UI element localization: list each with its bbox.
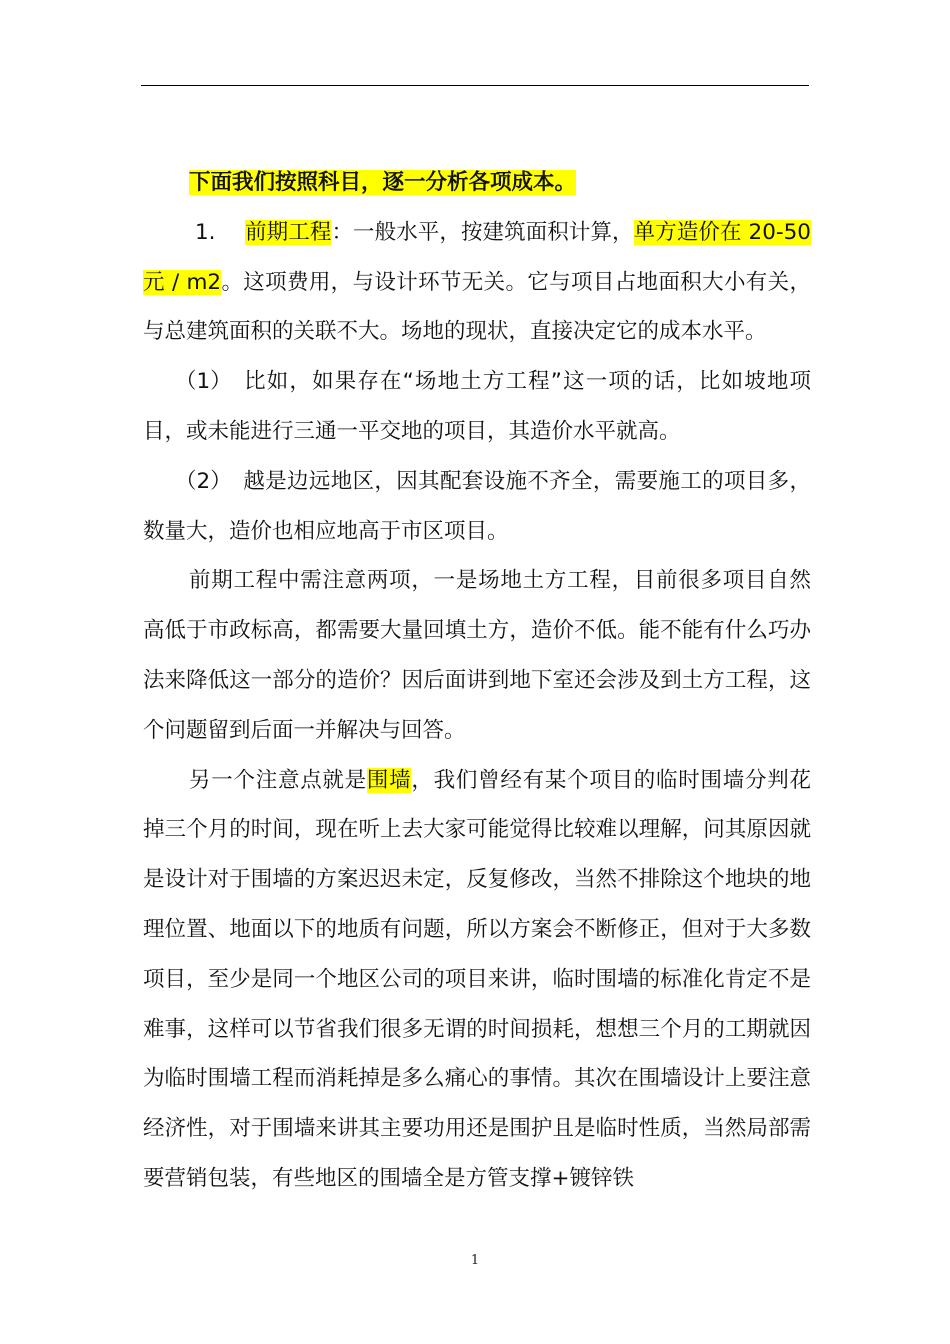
sub-label-2: （2）: [175, 468, 232, 494]
item1-text-b: 。这项费用，与设计环节无关。它与项目占地面积大小有关，与总建筑面积的关联不大。场地的现状，直接决定它的成本水平。: [143, 269, 811, 345]
price-highlight: 单方造价在 20-50 元 / m2: [143, 219, 811, 295]
paragraph-3: 前期工程中需注意两项，一是场地土方工程，目前很多项目自然高低于市政标高，都需要大量回填土方，造价不低。能不能有什么巧办法来降低这一部分的造价？因后面讲到地下室还会涉及到土方工程，这个问题留到后面一并解决与回答。: [143, 568, 811, 743]
term-highlight: 前期工程: [245, 219, 332, 245]
paragraph-sub-1: [143, 357, 811, 457]
header-rule: [141, 85, 809, 86]
para4-text-b: ，我们曾经有某个项目的临时围墙分判花掉三个月的时间，现在听上去大家可能觉得比较难以理解，问其原因就是设计对于围墙的方案迟迟未定，反复修改，当然不排除这个地块的地理位置、地面以下的地质有问题，所以方案会不断修正，但对于大多数项目，至少是同一个地区公司的项目来讲，临时围墙的标准化肯定不是难事，这样可以节省我们很多无谓的时间损耗，想想三个月的工期就因为临时围墙工程而消耗掉是多么痛心的事情。其次在围墙设计上要注意经济性，对于围墙来讲其主要功用还是围护且是临时性质，当然局部需要营销包装，有些地区的围墙全是方管支撑+镀锌铁: [143, 767, 811, 1191]
page-number: 1: [470, 1253, 480, 1268]
sub-text-2: 越是边远地区，因其配套设施不齐全，需要施工的项目多，数量大，造价也相应地高于市区项目。: [143, 468, 811, 544]
wall-highlight: 围墙: [366, 767, 412, 793]
para4-text-a: 另一个注意点就是: [189, 767, 367, 793]
sub-text-1: 比如，如果存在“场地土方工程”这一项的话，比如坡地项目，或未能进行三通一平交地的项目，其造价水平就高。: [143, 369, 811, 444]
list-number: 1.: [195, 219, 216, 245]
paragraph-4: [143, 756, 811, 1204]
item1-text-a: ：一般水平，按建筑面积计算，: [331, 219, 634, 245]
paragraph-sub-2: [143, 457, 811, 557]
sub-label-1: （1）: [175, 369, 232, 395]
document-body: [143, 158, 811, 1204]
section-heading: [143, 158, 811, 208]
heading-text: 下面我们按照科目，逐一分析各项成本。: [189, 170, 577, 195]
paragraph-item-1: [143, 208, 811, 357]
